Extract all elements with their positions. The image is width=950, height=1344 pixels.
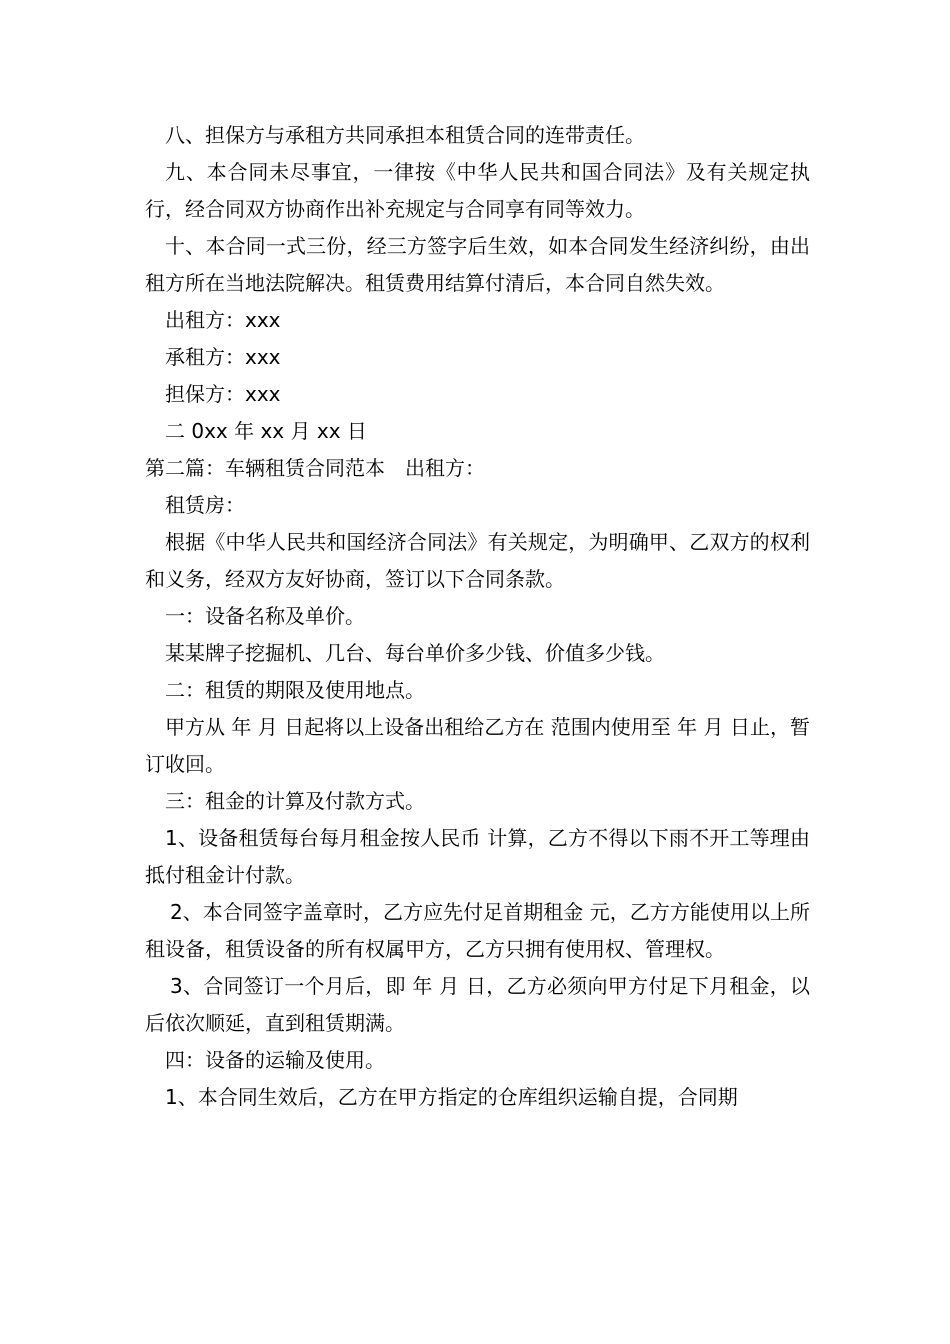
signature-date: 二 0xx 年 xx 月 xx 日: [165, 419, 367, 443]
preamble: 根据《中华人民共和国经济合同法》有关规定，为明确甲、乙双方的权利和义务，经双方友好协商，签订以下合同条款。: [145, 530, 810, 591]
signature-guarantor: 担保方：xxx: [165, 382, 281, 406]
clause-10: 十、本合同一式三份，经三方签字后生效，如本合同发生经济纠纷，由出租方所在当地法院解决。租赁费用结算付清后，本合同自然失效。: [145, 234, 810, 295]
term-detail: 甲方从 年 月 日起将以上设备出租给乙方在 范围内使用至 年 月 日止，暂订收回。: [145, 715, 810, 776]
heading-rent: 三：租金的计算及付款方式。: [165, 789, 425, 813]
signature-lessee: 承租方：xxx: [165, 345, 281, 369]
rent-item-2: 2、本合同签字盖章时，乙方应先付足首期租金 元，乙方方能使用以上所租设备，租赁设备的所有权属甲方，乙方只拥有使用权、管理权。: [145, 900, 810, 961]
heading-equipment: 一：设备名称及单价。: [165, 604, 365, 628]
signature-lessor: 出租方：xxx: [165, 308, 281, 332]
lessee-line: 租赁房：: [165, 493, 245, 517]
section-title: 第二篇：车辆租赁合同范本 出租方：: [145, 456, 485, 480]
transport-item-1: 1、本合同生效后，乙方在甲方指定的仓库组织运输自提，合同期: [165, 1085, 738, 1109]
clause-8: 八、担保方与承租方共同承担本租赁合同的连带责任。: [165, 123, 645, 147]
rent-item-1: 1、设备租赁每台每月租金按人民币 计算，乙方不得以下雨不开工等理由抵付租金计付款。: [145, 826, 810, 887]
document-body: [145, 117, 810, 1116]
equipment-detail: 某某牌子挖掘机、几台、每台单价多少钱、价值多少钱。: [165, 641, 665, 665]
rent-item-3: 3、合同签订一个月后，即 年 月 日，乙方必须向甲方付足下月租金，以后依次顺延，直到租赁期满。: [145, 974, 810, 1035]
heading-transport: 四：设备的运输及使用。: [165, 1048, 385, 1072]
clause-9: 九、本合同未尽事宜，一律按《中华人民共和国合同法》及有关规定执行，经合同双方协商作出补充规定与合同享有同等效力。: [145, 160, 810, 221]
heading-term: 二：租赁的期限及使用地点。: [165, 678, 425, 702]
